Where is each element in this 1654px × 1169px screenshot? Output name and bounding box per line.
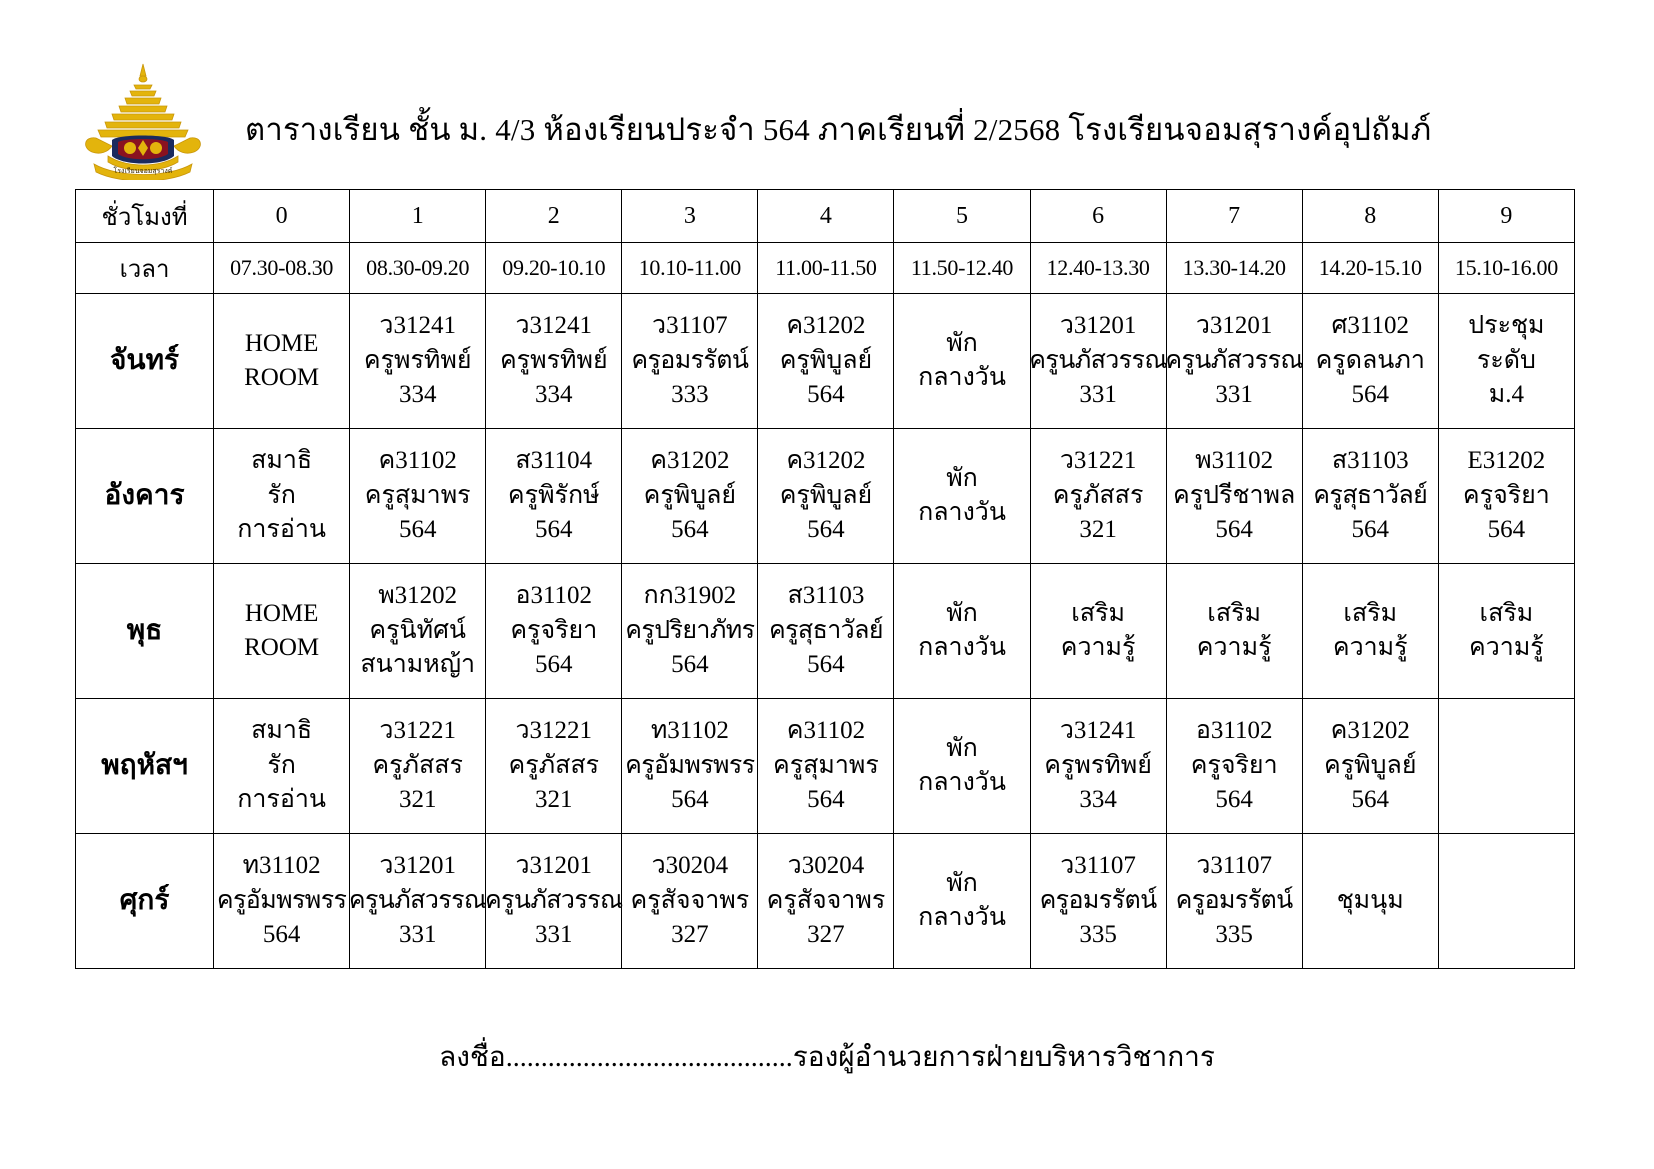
- schedule-cell: [214, 699, 350, 834]
- schedule-cell-content: [622, 429, 757, 563]
- schedule-cell-line: ว31201: [515, 852, 593, 880]
- schedule-cell-line: 564: [535, 516, 573, 544]
- schedule-cell: [350, 834, 486, 969]
- schedule-cell-line: ครูจริยา: [1190, 751, 1278, 779]
- schedule-cell-line: 331: [1079, 381, 1117, 409]
- schedule-cell-line: ครูพิบูลย์: [779, 346, 873, 374]
- table-row: [76, 429, 1575, 564]
- schedule-cell-content: [894, 294, 1029, 428]
- schedule-cell-line: 564: [262, 921, 301, 949]
- schedule-cell-line: ROOM: [244, 364, 320, 391]
- time-header-row: [76, 243, 1575, 294]
- schedule-cell-line: พัก: [946, 734, 978, 762]
- schedule-cell-line: ครูดลนภา: [1315, 346, 1425, 374]
- schedule-cell-line: สมาธิ: [251, 447, 313, 475]
- schedule-cell-line: กลางวัน: [918, 499, 1006, 526]
- schedule-cell: [486, 564, 622, 699]
- schedule-cell-content: [1167, 294, 1302, 428]
- schedule-cell-content: [894, 429, 1029, 563]
- schedule-cell: [486, 429, 622, 564]
- schedule-cell-line: รัก: [267, 481, 296, 509]
- schedule-cell-line: ครูนภัสวรรณ: [1165, 346, 1303, 374]
- day-label: ศุกร์: [76, 834, 214, 969]
- schedule-cell-line: ม.4: [1488, 381, 1524, 409]
- schedule-cell-line: ครูพรทิพย์: [499, 346, 608, 374]
- schedule-cell-line: ว31107: [652, 312, 728, 340]
- schedule-cell-line: พัก: [946, 329, 978, 357]
- schedule-cell-content: [350, 699, 485, 833]
- schedule-cell-line: ค31102: [378, 447, 457, 475]
- schedule-cell-line: ครูพิรักษ์: [507, 481, 600, 509]
- time-slot-2: 09.20-10.10: [486, 243, 622, 294]
- schedule-cell: [350, 564, 486, 699]
- schedule-cell-content: [622, 564, 757, 698]
- day-label: พฤหัสฯ: [76, 699, 214, 834]
- schedule-cell-line: อ31102: [1195, 717, 1273, 745]
- schedule-cell-line: พัก: [946, 869, 978, 897]
- schedule-cell: [1438, 699, 1574, 834]
- schedule-cell-line: กลางวัน: [918, 364, 1006, 391]
- table-row: [76, 699, 1575, 834]
- schedule-cell-line: อ31102: [515, 582, 593, 610]
- schedule-cell-line: ชุมนุม: [1336, 886, 1404, 914]
- schedule-cell-line: ROOM: [244, 634, 320, 661]
- schedule-cell-line: 564: [671, 516, 709, 544]
- day-label: พุธ: [76, 564, 214, 699]
- school-crest-icon: [78, 60, 208, 180]
- schedule-cell: [1438, 429, 1574, 564]
- schedule-cell-content: [214, 294, 349, 428]
- schedule-cell-line: ว31107: [1196, 852, 1272, 880]
- schedule-cell-content: [1439, 564, 1574, 698]
- schedule-cell-line: ครูภัสสร: [508, 751, 600, 779]
- schedule-cell-content: [486, 834, 621, 968]
- schedule-cell-content: [1167, 429, 1302, 563]
- schedule-cell-content: [758, 429, 893, 563]
- schedule-cell-line: ครูอัมพรพรร: [625, 751, 755, 779]
- schedule-cell-line: ท31102: [650, 717, 729, 745]
- day-label: จันทร์: [76, 294, 214, 429]
- period-number-1: 1: [350, 190, 486, 243]
- schedule-cell-line: ความรู้: [1469, 634, 1544, 661]
- schedule-cell: [1302, 699, 1438, 834]
- schedule-cell-line: ครูพิบูลย์: [643, 481, 737, 509]
- time-slot-3: 10.10-11.00: [622, 243, 758, 294]
- schedule-cell: [894, 834, 1030, 969]
- schedule-cell-line: เสริม: [1207, 599, 1262, 627]
- schedule-cell-content: [350, 564, 485, 698]
- schedule-cell: [894, 564, 1030, 699]
- schedule-cell-line: ส31103: [787, 582, 865, 610]
- schedule-cell: [1030, 699, 1166, 834]
- schedule-cell-line: 564: [1351, 516, 1389, 544]
- schedule-cell-line: สมาธิ: [251, 717, 313, 745]
- schedule-cell: [1302, 294, 1438, 429]
- schedule-cell-line: ครูอมรรัตน์: [1175, 886, 1293, 914]
- schedule-cell: [1166, 564, 1302, 699]
- schedule-cell-content: [1439, 699, 1574, 833]
- schedule-cell: [758, 294, 894, 429]
- schedule-cell-content: [350, 429, 485, 563]
- schedule-cell: [486, 834, 622, 969]
- schedule-cell: [1030, 429, 1166, 564]
- schedule-cell-line: ระดับ: [1476, 346, 1536, 374]
- schedule-cell-content: [758, 564, 893, 698]
- schedule-cell-line: 564: [807, 381, 845, 409]
- schedule-cell-line: ครูอัมพรพรร: [216, 886, 347, 914]
- schedule-cell-line: E31202: [1467, 447, 1546, 475]
- table-row: [76, 294, 1575, 429]
- schedule-cell: [622, 564, 758, 699]
- schedule-cell: [350, 429, 486, 564]
- schedule-cell-content: [486, 294, 621, 428]
- schedule-cell-line: ค31202: [1330, 717, 1410, 745]
- period-number-8: 8: [1302, 190, 1438, 243]
- schedule-cell: [1166, 294, 1302, 429]
- schedule-cell-content: [486, 699, 621, 833]
- schedule-cell-line: ส31104: [515, 447, 593, 475]
- schedule-cell-content: [1031, 834, 1166, 968]
- schedule-cell: [758, 834, 894, 969]
- schedule-cell: [214, 564, 350, 699]
- schedule-cell-line: ศ31102: [1331, 312, 1409, 340]
- period-header-row: [76, 190, 1575, 243]
- schedule-cell-line: ความรู้: [1196, 634, 1272, 661]
- schedule-cell-content: [894, 699, 1029, 833]
- schedule-cell-line: ค31102: [786, 717, 866, 745]
- time-slot-1: 08.30-09.20: [350, 243, 486, 294]
- schedule-cell-line: 335: [1215, 921, 1253, 949]
- schedule-cell-content: [486, 429, 621, 563]
- schedule-cell-line: การอ่าน: [237, 516, 326, 544]
- schedule-cell-line: ความรู้: [1060, 634, 1136, 661]
- schedule-cell-line: ว31221: [1059, 447, 1137, 475]
- schedule-cell-content: [622, 294, 757, 428]
- schedule-cell-line: ค31202: [786, 312, 866, 340]
- schedule-cell-content: [350, 294, 485, 428]
- svg-text:โรงเรียนจอมสุรางค์: โรงเรียนจอมสุรางค์: [113, 167, 173, 175]
- schedule-cell-content: [1303, 429, 1438, 563]
- table-row: [76, 834, 1575, 969]
- schedule-cell-content: [1031, 429, 1166, 563]
- schedule-cell-line: ว31221: [515, 717, 593, 745]
- schedule-cell: [1438, 564, 1574, 699]
- schedule-cell-content: [214, 564, 349, 698]
- schedule-cell-line: ว31201: [1059, 312, 1137, 340]
- schedule-cell-content: [214, 834, 349, 968]
- schedule-cell-line: ครูจริยา: [1462, 481, 1550, 509]
- schedule-cell-line: ครูภัสสร: [372, 751, 463, 779]
- time-slot-0: 07.30-08.30: [214, 243, 350, 294]
- schedule-cell-line: ว30204: [787, 852, 865, 880]
- schedule-cell-line: 564: [535, 651, 573, 679]
- schedule-cell-line: ว31201: [1195, 312, 1273, 340]
- schedule-cell-line: 321: [1079, 516, 1117, 544]
- schedule-cell: [894, 429, 1030, 564]
- schedule-cell-line: ครูนภัสวรรณ: [348, 886, 487, 914]
- schedule-cell-line: ครูสัจจาพร: [766, 886, 886, 914]
- day-label: อังคาร: [76, 429, 214, 564]
- schedule-cell-line: รัก: [267, 751, 296, 779]
- schedule-cell-content: [214, 429, 349, 563]
- schedule-cell-content: [1303, 564, 1438, 698]
- time-header-label: เวลา: [76, 243, 214, 294]
- schedule-cell-line: ครูพรทิพย์: [363, 346, 472, 374]
- time-slot-8: 14.20-15.10: [1302, 243, 1438, 294]
- schedule-cell-line: กก31902: [643, 582, 737, 610]
- schedule-cell-content: [1303, 699, 1438, 833]
- period-number-0: 0: [214, 190, 350, 243]
- schedule-cell-line: ครูปริยาภัทร: [625, 616, 755, 644]
- schedule-cell-content: [350, 834, 485, 968]
- schedule-cell-line: ว31201: [379, 852, 456, 880]
- schedule-cell: [894, 699, 1030, 834]
- schedule-cell-line: 564: [1215, 786, 1253, 814]
- schedule-cell-content: [622, 834, 757, 968]
- schedule-cell-line: ความรู้: [1332, 634, 1408, 661]
- schedule-cell-line: สนามหญ้า: [360, 651, 476, 679]
- schedule-cell: [758, 699, 894, 834]
- schedule-cell-content: [486, 564, 621, 698]
- document-header: [0, 52, 1654, 177]
- schedule-cell-content: [1031, 564, 1166, 698]
- time-slot-5: 11.50-12.40: [894, 243, 1030, 294]
- schedule-cell-line: ว31241: [1059, 717, 1137, 745]
- schedule-table-container: [75, 189, 1575, 969]
- schedule-cell-content: [1031, 294, 1166, 428]
- schedule-cell-line: ครูปรีชาพล: [1173, 481, 1296, 509]
- schedule-cell-content: [1303, 834, 1438, 968]
- schedule-cell: [486, 294, 622, 429]
- schedule-cell-content: [1439, 429, 1574, 563]
- schedule-cell: [758, 564, 894, 699]
- schedule-cell-line: กลางวัน: [918, 634, 1006, 661]
- schedule-cell: [1166, 699, 1302, 834]
- schedule-cell: [758, 429, 894, 564]
- schedule-cell-line: ว31107: [1060, 852, 1136, 880]
- time-slot-9: 15.10-16.00: [1438, 243, 1574, 294]
- table-row: [76, 564, 1575, 699]
- time-slot-4: 11.00-11.50: [758, 243, 894, 294]
- schedule-cell-line: 335: [1079, 921, 1117, 949]
- schedule-cell-line: ครูสุธาวัลย์: [1313, 481, 1428, 509]
- schedule-cell-line: 564: [807, 651, 845, 679]
- schedule-cell-line: HOME: [244, 329, 319, 357]
- schedule-cell-content: [894, 564, 1029, 698]
- schedule-cell-line: 331: [1215, 381, 1253, 409]
- schedule-cell: [1302, 564, 1438, 699]
- schedule-cell-line: 334: [1079, 786, 1117, 814]
- schedule-cell-line: เสริม: [1343, 599, 1398, 627]
- schedule-cell-line: 321: [535, 786, 573, 814]
- schedule-cell-line: ครูนภัสวรรณ: [484, 886, 623, 914]
- schedule-cell-line: 564: [671, 651, 709, 679]
- schedule-cell: [1030, 834, 1166, 969]
- schedule-cell-content: [1439, 294, 1574, 428]
- schedule-cell-line: 564: [398, 516, 437, 544]
- schedule-cell-line: ค31202: [650, 447, 730, 475]
- schedule-cell-line: 564: [1351, 786, 1389, 814]
- schedule-cell-line: ครูอมรรัตน์: [631, 346, 749, 374]
- schedule-cell: [214, 429, 350, 564]
- schedule-cell: [622, 429, 758, 564]
- schedule-cell: [1030, 564, 1166, 699]
- schedule-cell-line: 327: [671, 921, 709, 949]
- schedule-cell-line: ครูพิบูลย์: [779, 481, 873, 509]
- schedule-cell: [622, 834, 758, 969]
- schedule-cell-line: 331: [398, 921, 437, 949]
- schedule-cell-line: ครูนิทัศน์: [369, 616, 467, 644]
- schedule-cell-line: ครูสุมาพร: [773, 751, 879, 779]
- schedule-cell-content: [1167, 834, 1302, 968]
- period-number-7: 7: [1166, 190, 1302, 243]
- schedule-cell-line: 564: [807, 516, 845, 544]
- schedule-cell-line: ครูจริยา: [510, 616, 598, 644]
- schedule-cell: [1166, 834, 1302, 969]
- schedule-cell-line: การอ่าน: [237, 786, 326, 814]
- schedule-cell-line: กลางวัน: [918, 904, 1006, 931]
- page-title: ตารางเรียน ชั้น ม. 4/3 ห้องเรียนประจำ 564 ภาคเรียนที่ 2/2568 โรงเรียนจอมสุรางค์อุปถัมภ์: [245, 112, 1432, 147]
- schedule-cell-line: 333: [671, 381, 709, 409]
- schedule-cell-line: ค31202: [786, 447, 866, 475]
- schedule-cell-line: ครูนภัสวรรณ: [1029, 346, 1167, 374]
- schedule-cell-line: ส31103: [1331, 447, 1409, 475]
- schedule-cell-content: [758, 699, 893, 833]
- schedule-cell: [214, 834, 350, 969]
- schedule-cell-content: [1167, 699, 1302, 833]
- schedule-cell-line: พ31202: [378, 582, 458, 610]
- schedule-cell: [1302, 429, 1438, 564]
- schedule-cell-line: ว31241: [379, 312, 456, 340]
- schedule-cell-line: เสริม: [1479, 599, 1534, 627]
- schedule-cell-content: [758, 834, 893, 968]
- schedule-cell-line: ว30204: [651, 852, 729, 880]
- schedule-cell-line: ท31102: [242, 852, 321, 880]
- period-number-6: 6: [1030, 190, 1166, 243]
- schedule-cell-content: [214, 699, 349, 833]
- schedule-cell: [350, 294, 486, 429]
- schedule-cell-line: ว31241: [515, 312, 593, 340]
- schedule-cell-line: ประชุม: [1468, 312, 1545, 340]
- period-number-9: 9: [1438, 190, 1574, 243]
- schedule-cell-content: [1031, 699, 1166, 833]
- schedule-cell-line: 334: [398, 381, 437, 409]
- schedule-cell-content: [1303, 294, 1438, 428]
- schedule-cell-content: [622, 699, 757, 833]
- schedule-cell-line: 327: [807, 921, 845, 949]
- period-number-3: 3: [622, 190, 758, 243]
- schedule-cell-content: [894, 834, 1029, 968]
- period-header-label: ชั่วโมงที่: [76, 190, 214, 243]
- schedule-cell: [214, 294, 350, 429]
- time-slot-7: 13.30-14.20: [1166, 243, 1302, 294]
- schedule-cell: [350, 699, 486, 834]
- schedule-cell-line: กลางวัน: [918, 769, 1006, 796]
- schedule-cell-line: พัก: [946, 599, 978, 627]
- schedule-cell-content: [1167, 564, 1302, 698]
- schedule-cell-line: ครูสุมาพร: [364, 481, 471, 509]
- schedule-table: [75, 189, 1575, 969]
- schedule-cell-line: ว31221: [379, 717, 456, 745]
- schedule-cell: [1438, 294, 1574, 429]
- schedule-cell: [894, 294, 1030, 429]
- schedule-cell-line: ครูภัสสร: [1052, 481, 1144, 509]
- period-number-5: 5: [894, 190, 1030, 243]
- schedule-cell-line: 564: [1215, 516, 1253, 544]
- schedule-cell: [622, 699, 758, 834]
- schedule-cell-line: 564: [1351, 381, 1389, 409]
- schedule-cell-line: เสริม: [1071, 599, 1125, 627]
- schedule-cell-line: 564: [1487, 516, 1526, 544]
- schedule-cell-line: 564: [807, 786, 845, 814]
- period-number-2: 2: [486, 190, 622, 243]
- schedule-cell-line: 321: [398, 786, 437, 814]
- schedule-cell: [1438, 834, 1574, 969]
- schedule-cell-line: 564: [671, 786, 709, 814]
- schedule-cell-line: พัก: [946, 464, 978, 492]
- schedule-cell-line: ครูพรทิพย์: [1044, 751, 1152, 779]
- schedule-cell-line: ครูอมรรัตน์: [1039, 886, 1157, 914]
- schedule-cell-line: 334: [535, 381, 573, 409]
- schedule-cell-line: ครูสัจจาพร: [630, 886, 750, 914]
- time-slot-6: 12.40-13.30: [1030, 243, 1166, 294]
- schedule-cell-line: ครูสุธาวัลย์: [768, 616, 883, 644]
- schedule-cell-line: พ31102: [1195, 447, 1274, 475]
- signature-line: ลงชื่อ.........................................รองผู้อำนวยการฝ่ายบริหารวิชาการ: [439, 1042, 1215, 1073]
- schedule-cell-content: [758, 294, 893, 428]
- schedule-cell-content: [1439, 834, 1574, 968]
- schedule-cell: [1030, 294, 1166, 429]
- schedule-cell: [1166, 429, 1302, 564]
- schedule-cell-line: HOME: [244, 599, 319, 627]
- schedule-cell: [1302, 834, 1438, 969]
- schedule-cell-line: ครูพิบูลย์: [1324, 751, 1417, 779]
- schedule-cell-line: 331: [535, 921, 573, 949]
- period-number-4: 4: [758, 190, 894, 243]
- schedule-cell: [622, 294, 758, 429]
- schedule-cell: [486, 699, 622, 834]
